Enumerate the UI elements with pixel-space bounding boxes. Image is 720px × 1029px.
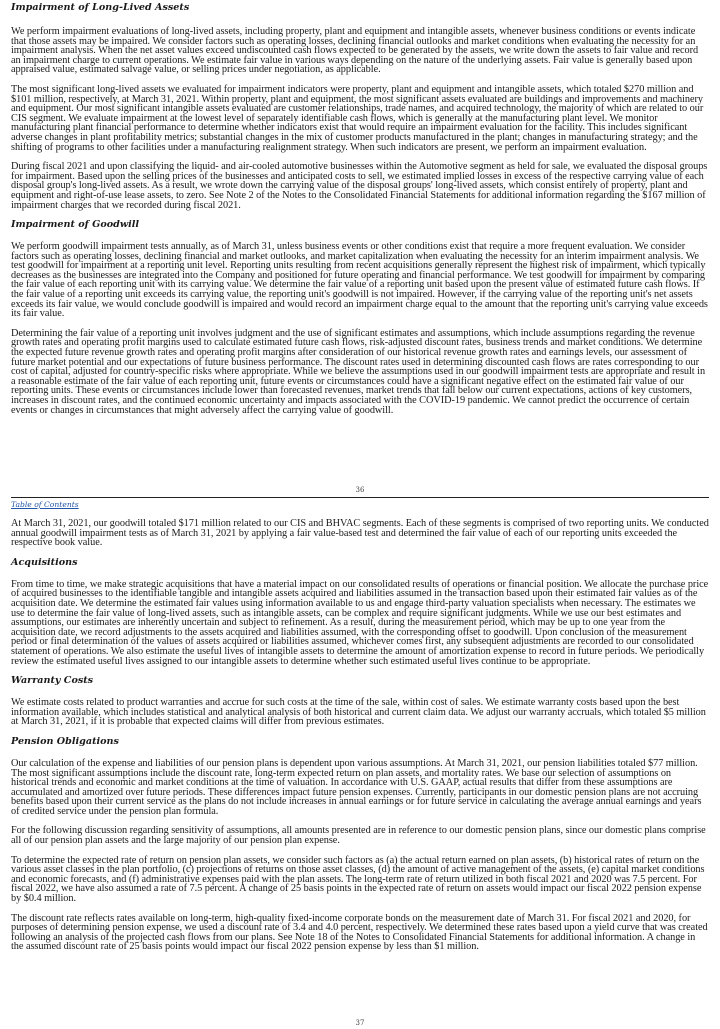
paragraph: We perform impairment evaluations of long-lived assets, including property, plant and equipment and intangible assets, whenever business conditions or events indicate that those assets may be impaired. We consider factors such as operating losses, declining financial outlooks and market conditions when evaluating the necessity for an impairment analysis. When the net asset values exceed undiscounted cash flows expected to be generated by the assets, we write down the assets to fair value and record an impairment charge to current operations. We estimate fair value in various ways depending on the nature of the underlying assets. Fair value is generally based upon appraised value, estimated salvage value, or selling prices under negotiation, as applicable.: [11, 26, 699, 76]
page-number: 36: [355, 486, 365, 494]
page-36-content: [11, 2, 709, 415]
paragraph: The discount rate reflects rates available on long-term, high-quality fixed-income corporate bonds on the measurement date of March 31. For fiscal 2021 and 2020, for purposes of determining pension expense, we used a discount rate of 3.4 and 4.0 percent, respectively. We determined these rates based upon a yield curve that was created following an analysis of the projected cash flows from our plans. See Note 18 of the Notes to Consolidated Financial Statements for additional information. A change in the assumed discount rate of 25 basis points would impact our fiscal 2022 pension expense by less than $1 million.: [11, 912, 708, 953]
paragraph: For the following discussion regarding sensitivity of assumptions, all amounts presented are in reference to our domestic pension plans, since our domestic plans comprise all of our pension plan assets and the large majority of our pension plan expense.: [11, 825, 706, 847]
paragraph: To determine the expected rate of return on pension plan assets, we consider such factors as (a) the actual return earned on plan assets, (b) historical rates of return on the various asset classes in the plan portfolio, (c) projections of returns on those asset classes, (d) the amount of active management of the assets, (e) capital market conditions and economic forecasts, and (f) administrative expenses paid with the plan assets. The long-term rate of return utilized in both fiscal 2021 and 2020 was 7.5 percent. For fiscal 2022, we have also assumed a rate of 7.5 percent. A change of 25 basis points in the expected rate of return on assets would impact our fiscal 2022 pension expense by $0.4 million.: [11, 854, 705, 905]
paragraph: Our calculation of the expense and liabilities of our pension plans is dependent upon various assumptions. At March 31, 2021, our pension liabilities totaled $77 million. The most significant assumptions include the discount rate, long-term expected return on plan assets, and mortality rates. We base our selection of assumptions on historical trends and economic and market conditions at the time of valuation. In accordance with U.S. GAAP, actual results that differ from these assumptions are accumulated and amortized over future periods. These differences impact future pension expenses. Currently, participants in our domestic pension plans are not accruing benefits based upon their current service as the plans do not include increases in annual earnings or for future service in calculating the average annual earnings and years of credited service under the pension plan formula.: [11, 757, 702, 817]
heading-impairment-of-goodwill: Impairment of Goodwill: [11, 219, 140, 231]
heading-acquisitions: Acquisitions: [11, 556, 78, 568]
paragraph: We estimate costs related to product warranties and accrue for such costs at the time of the sale, within cost of sales. We estimate warranty costs based upon the best information available, which includes statistical and analytical analysis of both historical and current claim data. We adjust our warranty accruals, which totaled $5 million at March 31, 2021, if it is probable that expected claims will differ from previous estimates.: [11, 697, 706, 728]
table-of-contents-link[interactable]: Table of Contents: [11, 500, 79, 509]
heading-impairment-long-lived-assets: Impairment of Long-Lived Assets: [11, 2, 190, 13]
page-37-content: [11, 519, 709, 952]
paragraph: From time to time, we make strategic acquisitions that have a material impact on our consolidated results of operations or financial position. We allocate the purchase price of acquired businesses to the identifiable tangible and intangible assets acquired and liabilities assumed in the transaction based upon their estimated fair values as of the acquisition date. We determine the estimated fair values using information available to us and engage third-party valuation specialists when necessary. The estimates we use to determine the fair value of long-lived assets, such as intangible assets, can be complex and require significant judgments. While we use our best estimates and assumptions, our estimates are inherently uncertain and subject to refinement. As a result, during the measurement period, which may be up to one year from the acquisition date, we record adjustments to the assets acquired and liabilities assumed, with the corresponding offset to goodwill. Upon conclusion of the measurement period or final determination of the values of assets acquired or liabilities assumed, whichever comes first, any subsequent adjustments are recorded to our consolidated statement of operations. We also estimate the useful lives of intangible assets to determine the amount of amortization expense to record in future periods. We periodically review the estimated useful lives assigned to our intangible assets to determine whether such estimated useful lives continue to be appropriate.: [11, 578, 709, 667]
paragraph: At March 31, 2021, our goodwill totaled $171 million related to our CIS and BHVAC segments. Each of these segments is comprised of two reporting units. We conducted annual goodwill impairment tests as of March 31, 2021 by applying a fair value-based test and determined the fair value of each of our reporting units exceeded the respective book value.: [11, 518, 709, 549]
paragraph: The most significant long-lived assets we evaluated for impairment indicators were property, plant and equipment and intangible assets, which totaled $270 million and $101 million, respectively, at March 31, 2021. Within property, plant and equipment, the most significant assets evaluated are buildings and improvements and machinery and equipment. Our most significant intangible assets evaluated are customer relationships, trade names, and acquired technology, the majority of which are related to our CIS segment. We evaluate impairment at the lowest level of separately identifiable cash flows, which is generally at the manufacturing plant level. We monitor manufacturing plant financial performance to determine whether indicators exist that would require an impairment evaluation for the facility. This includes significant adverse changes in plant profitability metrics; substantial changes in the mix of customer products manufactured in the plant; changes in manufacturing strategy; and the shifting of programs to other facilities under a manufacturing realignment strategy. When such indicators are present, we perform an impairment evaluation.: [11, 83, 704, 153]
page-number: 37: [355, 1019, 365, 1027]
page-divider: [11, 497, 709, 498]
heading-pension-obligations: Pension Obligations: [11, 735, 119, 747]
paragraph: During fiscal 2021 and upon classifying the liquid- and air-cooled automotive businesses within the Automotive segment as held for sale, we evaluated the disposal groups for impairment. Based upon the selling prices of the businesses and anticipated costs to sell, we estimated implied losses in excess of the respective carrying value of each disposal group's long-lived assets. As a result, we wrote down the carrying value of the disposal groups' long-lived assets, which consist entirely of property, plant and equipment and right-of-use lease assets, to zero. See Note 2 of the Notes to the Consolidated Financial Statements for additional information regarding the $167 million of impairment charges that we recorded during fiscal 2021.: [11, 161, 708, 211]
paragraph: Determining the fair value of a reporting unit involves judgment and the use of significant estimates and assumptions, which include assumptions regarding the revenue growth rates and operating profit margins used to calculate estimated future cash flows, risk-adjusted discount rates, business trends and market conditions. We determine the expected future revenue growth rates and operating profit margins after consideration of our historical revenue growth rates and earnings levels, our assessment of future market potential and our expectations of future business performance. The discount rates used in determining discounted cash flows are rates corresponding to our cost of capital, adjusted for country-specific risks where appropriate. While we believe the assumptions used in our goodwill impairment tests are appropriate and result in a reasonable estimate of the fair value of each reporting unit, future events or circumstances could have a significant negative effect on the estimated fair value of our reporting units. These events or circumstances include lower than forecasted revenues, market trends that fall below our current expectations, actions of key customers, increases in discount rates, and the continued economic uncertainty and impacts associated with the COVID-19 pandemic. We cannot predict the occurrence of certain events or changes in circumstances that might adversely affect the carrying value of goodwill.: [11, 327, 706, 416]
paragraph: We perform goodwill impairment tests annually, as of March 31, unless business events or other conditions exist that require a more frequent evaluation. We consider factors such as operating losses, declining financial and market outlooks, and market capitalization when evaluating the necessity for an interim impairment analysis. We test goodwill for impairment at a reporting unit level. Reporting units resulting from recent acquisitions generally represent the highest risk of impairment, which typically decreases as the businesses are integrated into the Company and positioned for future operating and financial performance. We test goodwill for impairment by comparing the fair value of each reporting unit with its carrying value. We determine the fair value of a reporting unit based upon the present value of estimated future cash flows. If the fair value of a reporting unit exceeds its carrying value, the reporting unit's goodwill is not impaired. However, if the carrying value of the reporting unit's net assets exceeds its fair value, we would conclude goodwill is impaired and would record an impairment charge equal to the amount that the reporting unit's carrying value exceeds its fair value.: [11, 241, 708, 320]
heading-warranty-costs: Warranty Costs: [11, 675, 94, 687]
